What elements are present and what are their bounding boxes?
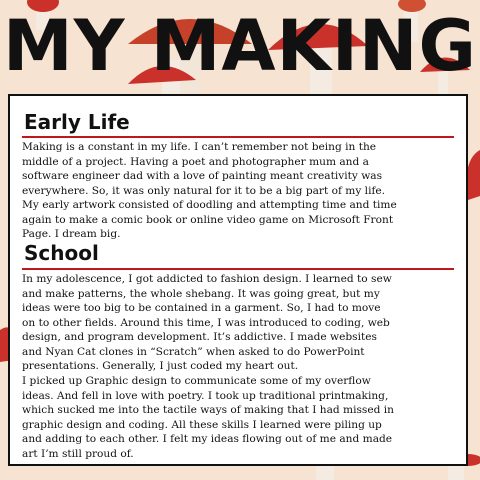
page-title: MY MAKING: [3, 5, 477, 87]
content-card: [8, 94, 468, 466]
section-divider: [22, 136, 454, 138]
school-paragraph-2: I picked up Graphic design to communicate some of my overflow ideas. And fell in love with poetry. I took up traditional printmaking, which sucked me into the tactile ways of making that I had missed in graphic design and coding. All these skills I learned were piling up and adding to each other. I felt my ideas flowing out of me and made art I’m still proud of.: [22, 375, 394, 460]
section-heading-early-life: Early Life: [24, 110, 130, 134]
early-life-paragraph: Making is a constant in my life. I can’t remember not being in the middle of a project. Having a poet and photographer mum and a software engineer dad with a love of painting meant creativity was everywhere. So, it was only natural for it to be a big part of my life. My early artwork consisted of doodling and attempting time and time again to make a comic book or online video game on Microsoft Front Page. I dream big.: [22, 141, 397, 240]
school-paragraph-1: In my adolescence, I got addicted to fashion design. I learned to sew and make patterns, the whole shebang. It was going great, but my ideas were too big to be contained in a garment. So, I had to move on to other fields. Around this time, I was introduced to coding, web design, and program development. It’s addictive. I made websites and Nyan Cat clones in “Scratch” when asked to do PowerPoint presentations. Generally, I just coded my heart out.: [22, 273, 392, 372]
section-heading-school: School: [24, 241, 99, 265]
section-divider: [22, 268, 454, 270]
mushroom-icon: [467, 150, 480, 200]
